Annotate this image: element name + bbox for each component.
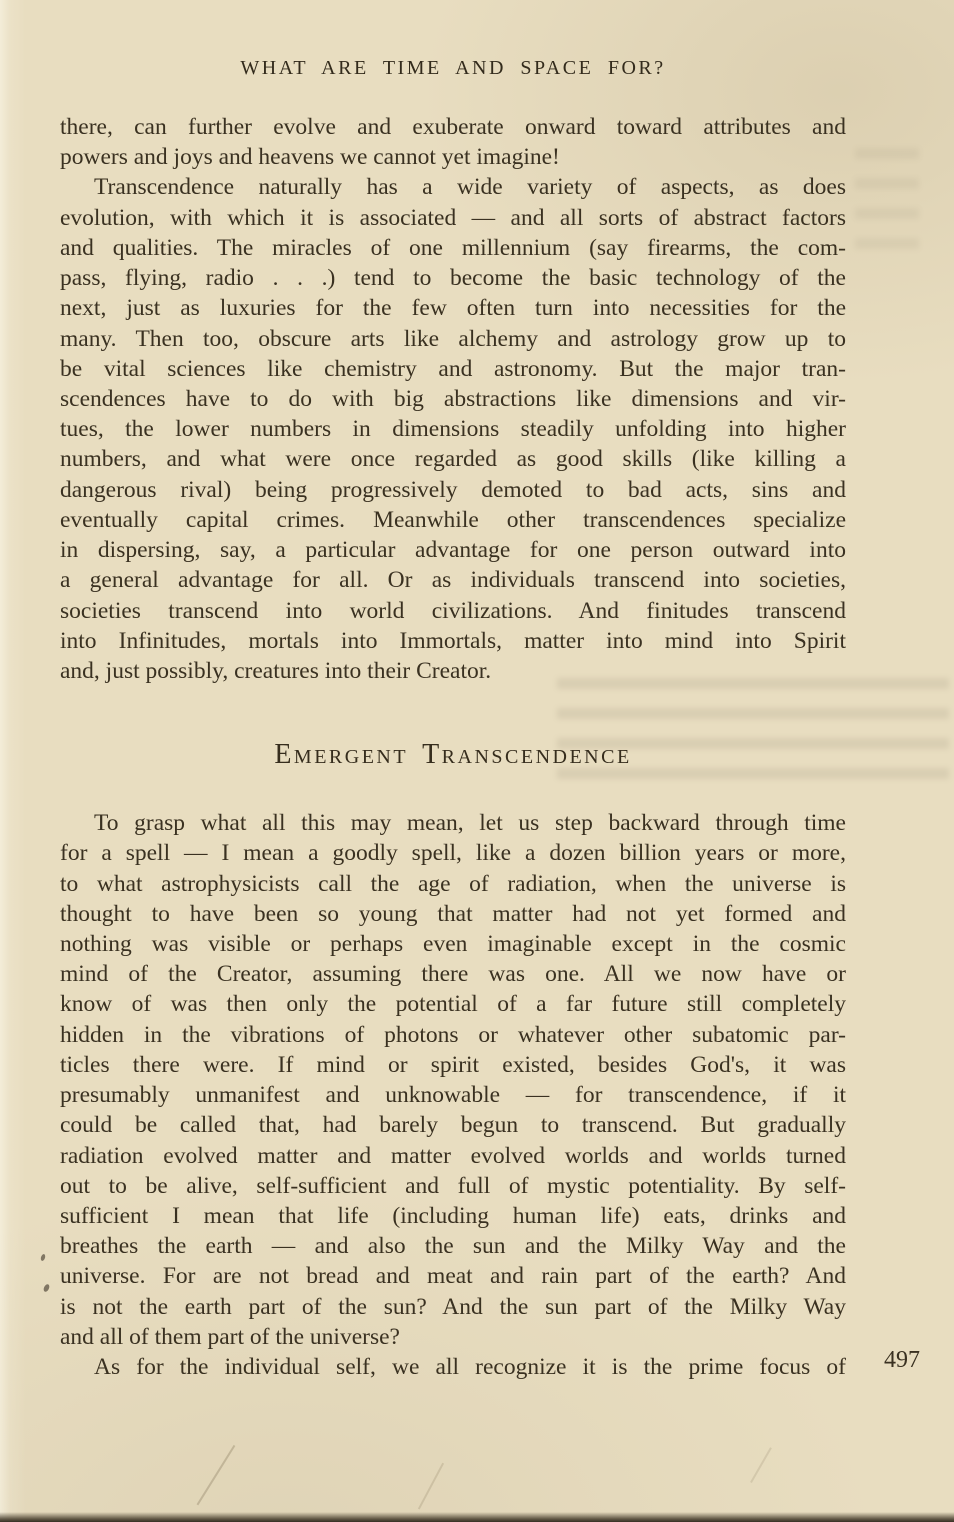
text-line: thought to have been so young that matter had not yet formed and	[60, 900, 846, 927]
text-line: for a spell — I mean a goodly spell, like a dozen billion years or more,	[60, 840, 846, 867]
page-number: 497	[884, 1347, 920, 1373]
text-line: ticles there were. If mind or spirit existed, besides God's, it was	[60, 1051, 846, 1078]
text-line: out to be alive, self-sufficient and full of mystic potentiality. By self-	[60, 1172, 846, 1199]
text-line: breathes the earth — and also the sun and the Milky Way and the	[60, 1233, 846, 1260]
text-line: and qualities. The miracles of one millennium (say firearms, the com-	[60, 234, 846, 261]
text-line: Transcendence naturally has a wide variety of aspects, as does	[94, 174, 846, 201]
text-line: and all of them part of the universe?	[60, 1323, 400, 1350]
text-line: radiation evolved matter and matter evolved worlds and worlds turned	[60, 1142, 846, 1169]
text-line: As for the individual self, we all recognize it is the prime focus of	[94, 1354, 846, 1381]
running-head: WHAT ARE TIME AND SPACE FOR?	[240, 57, 666, 79]
section-heading: Emergent Transcendence	[274, 739, 632, 771]
pencil-scratch	[197, 1445, 235, 1505]
text-line: next, just as luxuries for the few often turn into necessities for the	[60, 295, 846, 322]
pencil-scratch	[750, 1447, 771, 1482]
text-line: a general advantage for all. Or as individuals transcend into societies,	[60, 567, 846, 594]
text-line: in dispersing, say, a particular advantage for one person outward into	[60, 537, 846, 564]
bleedthrough-artifact	[855, 148, 919, 268]
text-line: there, can further evolve and exuberate onward toward attributes and	[60, 114, 846, 140]
text-line: scendences have to do with big abstractions like dimensions and vir-	[60, 385, 846, 412]
text-line: mind of the Creator, assuming there was one. All we now have or	[60, 961, 846, 988]
text-line: universe. For are not bread and meat and rain part of the earth? And	[60, 1263, 846, 1290]
text-line: to what astrophysicists call the age of radiation, when the universe is	[60, 870, 846, 897]
text-line: many. Then too, obscure arts like alchemy and astrology grow up to	[60, 325, 846, 352]
margin-ink-mark	[43, 1283, 51, 1292]
text-line: pass, flying, radio . . .) tend to become the basic technology of the	[60, 265, 846, 292]
text-line: evolution, with which it is associated — and all sorts of abstract factors	[60, 204, 846, 231]
text-line: tues, the lower numbers in dimensions steadily unfolding into higher	[60, 416, 846, 443]
text-line: eventually capital crimes. Meanwhile other transcendences specialize	[60, 506, 846, 533]
text-line: and, just possibly, creatures into their Creator.	[60, 657, 492, 684]
text-line: nothing was visible or perhaps even imaginable except in the cosmic	[60, 931, 846, 958]
text-line: know of was then only the potential of a far future still completely	[60, 991, 846, 1018]
text-line: societies transcend into world civilizations. And finitudes transcend	[60, 597, 846, 624]
text-line: dangerous rival) being progressively demoted to bad acts, sins and	[60, 476, 846, 503]
margin-ink-mark	[40, 1254, 46, 1262]
text-line: powers and joys and heavens we cannot yet imagine!	[60, 144, 560, 171]
text-line: be vital sciences like chemistry and astronomy. But the major tran-	[60, 355, 846, 382]
body-text	[60, 112, 846, 1382]
text-line: is not the earth part of the sun? And the sun part of the Milky Way	[60, 1293, 846, 1320]
text-line: into Infinitudes, mortals into Immortals, matter into mind into Spirit	[60, 627, 846, 654]
text-line: could be called that, had barely begun to transcend. But gradually	[60, 1112, 846, 1139]
text-line: hidden in the vibrations of photons or whatever other subatomic par-	[60, 1021, 846, 1048]
text-line: numbers, and what were once regarded as good skills (like killing a	[60, 446, 846, 473]
text-line: To grasp what all this may mean, let us step backward through time	[94, 810, 846, 837]
pencil-scratch	[418, 1463, 444, 1510]
text-line: sufficient I mean that life (including human life) eats, drinks and	[60, 1203, 846, 1229]
text-line: presumably unmanifest and unknowable — for transcendence, if it	[60, 1082, 846, 1109]
